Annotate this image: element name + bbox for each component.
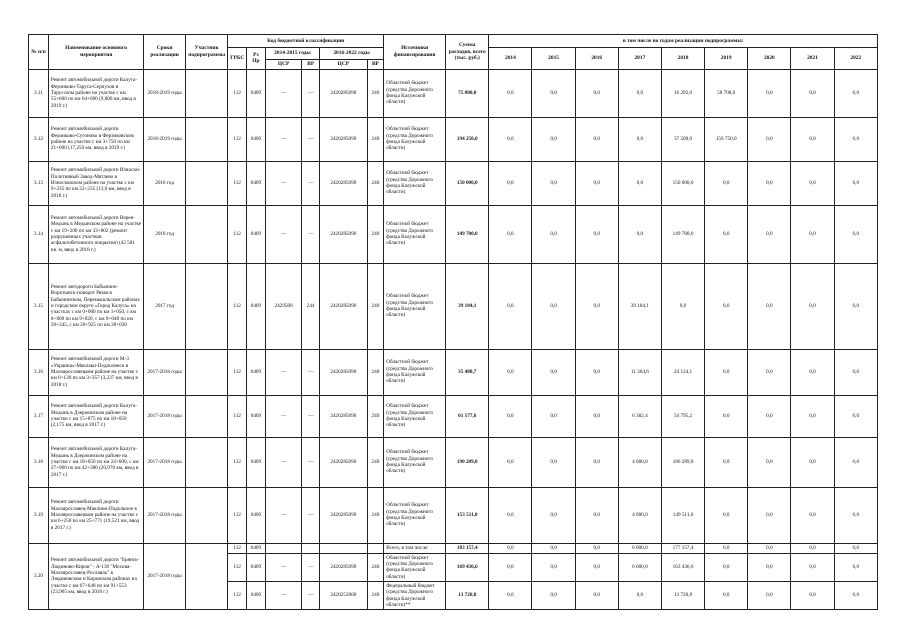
row-name: Ремонт автомобильной дороги Малоярославец-Маклино-Подольное в Малоярославецком районе на участке с км 6+250 по км 25+771 (19,521 км, ввод в 2017 г.) [48,487,143,543]
row-year-value: 0,0 [791,581,834,609]
table-row [29,117,878,161]
row-year-value: 0,0 [489,263,532,349]
row-total: 35 488,7 [446,349,489,395]
row-participant [186,117,228,161]
row-grbs: 112 [228,349,247,395]
row-source: Областной бюджет (средства Дорожного фонда Калужской области) [384,437,446,487]
row-year-value: 0,0 [834,349,877,395]
row-year-value: 0,0 [575,349,618,395]
header-sources: Источники финансирования [384,35,446,70]
header-participants: Участник подпрограммы [186,35,228,70]
row-year-value: 0,0 [489,69,532,117]
row-year-value: 37 500,0 [661,117,704,161]
row-vr-2014: — [302,581,320,609]
row-source: Областной бюджет (средства Дорожного фонда Калужской области) [384,553,446,581]
header-year: 2016 [575,48,618,70]
row-number: 3.16 [29,349,49,395]
row-year-value: 0,0 [575,395,618,437]
row-year-value: 0,0 [834,117,877,161]
row-number: 3.13 [29,161,49,205]
row-source: Областной бюджет (средства Дорожного фонда Калужской области) [384,205,446,263]
row-name: Ремонт автомобильной дороги Калуга-Медынь в Дзержинском районе на участке с км 18+050 по км 24+600, с км 27+960 по км 42+380 (20,970 км, ввод в 2017 г.) [48,437,143,487]
row-vr-2014: — [302,117,320,161]
row-year-value: 54 795,2 [661,395,704,437]
row-name: Ремонт автодороги Бабынино-Воротынск-поворот Рязва в Бабынинском, Перемышльском районах и городском округе «Город Калуга» на участках с км 0+000 по км 1+050, с км 8+800 по км 9+020, с км 9+040 по км 20+345, с км 20+925 по км 28+030 [48,263,143,349]
program-table [28,34,878,610]
row-total: 183 157,4 [446,543,489,553]
table-row [29,205,878,263]
row-year-value: 0,0 [575,161,618,205]
row-name: Ремонт автомобильной дороги "Брянск-Людиново-Киров" - А-130 "Москва-Малоярославец-Рославль" в Людиновском и Кировском районах на участке с км 67+648 по км 91+553 (23,905 км, ввод в 2018 г.) [48,543,143,610]
header-years-2014-2015: 2014-2015 годы [265,48,319,60]
row-csr-2016: 2420285090 [320,205,368,263]
header-year: 2018 [661,48,704,70]
row-period: 2017-2018 годы [144,349,186,395]
row-total: 149 700,0 [446,205,489,263]
row-participant [186,69,228,117]
row-grbs: 112 [228,69,247,117]
row-year-value: 0,0 [791,487,834,543]
row-csr-2014: — [265,553,302,581]
row-csr-2016: 2420285090 [320,487,368,543]
row-year-value: 0,0 [834,263,877,349]
row-csr-2014: — [265,437,302,487]
row-vr-2016: 240 [367,205,384,263]
row-year-value: 0,0 [834,161,877,205]
row-year-value: 0,0 [489,581,532,609]
table-row [29,543,878,553]
header-grbs: ГРБС [228,48,247,70]
row-grbs: 112 [228,437,247,487]
header-year: 2015 [532,48,575,70]
row-source: Областной бюджет (средства Дорожного фонда Калужской области) [384,263,446,349]
row-csr-2014: — [265,487,302,543]
row-grbs: 112 [228,487,247,543]
header-year: 2020 [748,48,791,70]
row-vr-2014: — [302,205,320,263]
row-year-value: 149 700,0 [661,205,704,263]
row-year-value: 163 436,6 [661,553,704,581]
row-year-value: 0,0 [705,263,748,349]
row-year-value: 0,0 [834,205,877,263]
row-year-value: 0,0 [532,543,575,553]
row-participant [186,205,228,263]
table-row [29,69,878,117]
row-csr-2016: 2420285090 [320,161,368,205]
row-participant [186,543,228,610]
row-name: Ремонт автомобильной дороги Калуга-Ферзиково-Таруса-Серпухов в Тарусском районе на участке с км 55+600 по км 64+600 (9,000 км, ввод в 2019 г.) [48,69,143,117]
row-year-value: 39 184,1 [618,263,661,349]
row-year-value: 150 000,0 [661,161,704,205]
row-period: 2017-2018 годы [144,487,186,543]
row-source: Областной бюджет (средства Дорожного фонда Калужской области) [384,349,446,395]
row-vr-2016: 240 [367,581,384,609]
row-vr-2016: 240 [367,553,384,581]
row-year-value: 0,0 [618,581,661,609]
row-year-value: 0,0 [532,553,575,581]
row-total: 75 000,0 [446,69,489,117]
row-total: 61 177,6 [446,395,489,437]
row-rzpr: 0409 [247,161,266,205]
row-number: 3.11 [29,69,49,117]
row-year-value: 0,0 [705,349,748,395]
row-number: 3.15 [29,263,49,349]
row-grbs: 112 [228,553,247,581]
row-period: 2017-2018 годы [144,437,186,487]
row-rzpr: 0409 [247,205,266,263]
row-year-value: 0,0 [489,487,532,543]
table-row [29,487,878,543]
row-year-value: 0,0 [705,205,748,263]
row-year-value: 0,0 [748,543,791,553]
row-participant [186,349,228,395]
row-vr-2014: — [302,437,320,487]
row-vr-2016: 240 [367,395,384,437]
row-year-value: 0,0 [834,581,877,609]
row-year-value: 0,0 [748,349,791,395]
row-rzpr: 0409 [247,437,266,487]
row-year-value: 0,0 [705,395,748,437]
row-year-value: 0,0 [489,553,532,581]
row-csr-2014: — [265,581,302,609]
row-year-value: 0,0 [532,349,575,395]
row-participant [186,161,228,205]
row-year-value: 0,0 [575,117,618,161]
header-year: 2019 [705,48,748,70]
row-grbs: 112 [228,395,247,437]
row-name: Ремонт автомобильной дороги Ферзиково-Сугоново в Ферзиковском районе на участке с км 3+750 по км 21+000 (17,250 км, ввод в 2019 г.) [48,117,143,161]
row-source: Областной бюджет (средства Дорожного фонда Калужской области) [384,69,446,117]
row-year-value: 0,0 [618,205,661,263]
header-year: 2014 [489,48,532,70]
header-year: 2022 [834,48,877,70]
row-year-value: 0,0 [748,553,791,581]
row-year-value: 0,0 [489,349,532,395]
header-name: Наименование основного мероприятия [48,35,143,70]
row-vr-2016: 240 [367,349,384,395]
row-name: Ремонт автомобильной дороги Калуга-Медынь в Дзержинском районе на участке с км 15+875 по км 18+050 (2,175 км, ввод в 2017 г.) [48,395,143,437]
row-year-value: 0,0 [575,543,618,553]
row-year-value: 6 000,0 [618,553,661,581]
row-year-value: 149 511,0 [661,487,704,543]
row-vr-2014: 244 [302,263,320,349]
row-year-value: 177 157,4 [661,543,704,553]
row-grbs: 112 [228,263,247,349]
row-total: 194 250,0 [446,117,489,161]
table-row [29,395,878,437]
row-vr-2014: — [302,161,320,205]
row-number: 3.17 [29,395,49,437]
row-year-value: 0,0 [748,117,791,161]
row-year-value: 0,0 [575,69,618,117]
row-year-value: 0,0 [532,263,575,349]
row-csr-2014: — [265,395,302,437]
row-year-value: 0,0 [748,205,791,263]
row-year-value: 0,0 [532,205,575,263]
row-csr-2016: 2420285090 [320,437,368,487]
row-year-value: 0,0 [705,553,748,581]
row-number: 3.14 [29,205,49,263]
row-vr-2014: — [302,69,320,117]
row-year-value: 0,0 [705,161,748,205]
row-year-value: 0,0 [489,395,532,437]
row-year-value: 186 289,8 [661,437,704,487]
row-year-value: 0,0 [575,205,618,263]
row-year-value: 24 124,1 [661,349,704,395]
row-period: 2018-2019 годы [144,117,186,161]
row-year-value: 0,0 [834,69,877,117]
row-year-value: 0,0 [532,161,575,205]
row-rzpr: 0409 [247,553,266,581]
row-year-value: 0,0 [791,69,834,117]
row-csr-2016: 2420253900 [320,581,368,609]
row-number: 3.20 [29,543,49,610]
row-number: 3.19 [29,487,49,543]
row-vr-2014: — [302,553,320,581]
row-csr-2014: — [265,205,302,263]
row-grbs: 112 [228,161,247,205]
row-total: 39 184,1 [446,263,489,349]
row-name: Ремонт автомобильной дороги М-3 «Украина»-Маклаки-Подполянск в Малоярославецком районе на участке с км 0+130 по км 3+357 (3,227 км, ввод в 2018 г.) [48,349,143,395]
row-total: 153 511,0 [446,487,489,543]
row-csr-2016: 2420285090 [320,395,368,437]
row-rzpr: 0409 [247,395,266,437]
table-row [29,161,878,205]
row-source: Областной бюджет (средства Дорожного фонда Калужской области) [384,117,446,161]
row-year-value: 0,0 [575,553,618,581]
row-year-value: 0,0 [791,553,834,581]
row-year-value: 0,0 [748,395,791,437]
row-year-value: 0,0 [834,487,877,543]
row-year-value: 4 000,0 [618,437,661,487]
row-year-value: 0,0 [834,395,877,437]
row-year-value: 0,0 [791,395,834,437]
header-years-2016-2022: 2016-2022 годы [320,48,384,60]
row-vr-2014: — [302,487,320,543]
row-source: Областной бюджет (средства Дорожного фонда Калужской области) [384,395,446,437]
header-by-years: в том числе по годам реализации подпрограммы: [489,35,878,48]
row-period: 2018 год [144,161,186,205]
row-source: Областной бюджет (средства Дорожного фонда Калужской области) [384,487,446,543]
row-year-value: 0,0 [575,263,618,349]
row-period: 2018 год [144,205,186,263]
row-year-value: 0,0 [532,395,575,437]
row-year-value: 0,0 [834,553,877,581]
row-vr-2016: 240 [367,69,384,117]
row-year-value: 0,0 [791,161,834,205]
row-year-value: 16 292,0 [661,69,704,117]
row-year-value: 0,0 [748,161,791,205]
row-rzpr: 0409 [247,487,266,543]
row-name: Ремонт автомобильной дороги Верея-Медынь в Медынском районе на участке с км 19+200 по км 33+002 (ремонт разрушенных участков асфальтобетонного покрытия) (42 581 кв. м, ввод в 2018 г.) [48,205,143,263]
row-year-value: 0,0 [791,205,834,263]
row-csr-2016: 2420285090 [320,117,368,161]
row-csr-2014: 2429500 [265,263,302,349]
row-year-value: 0,0 [489,161,532,205]
row-rzpr: 0409 [247,69,266,117]
row-year-value: 0,0 [748,581,791,609]
row-participant [186,487,228,543]
row-year-value: 0,0 [748,263,791,349]
header-num: № п/п [29,35,49,70]
table-body [29,69,878,610]
row-year-value: 11 364,6 [618,349,661,395]
header-year: 2017 [618,48,661,70]
row-rzpr: 0409 [247,349,266,395]
row-period: 2017 год [144,263,186,349]
row-total: 13 720,8 [446,581,489,609]
row-year-value: 0,0 [618,161,661,205]
row-year-value: 0,0 [532,69,575,117]
row-vr-2014 [302,543,320,553]
row-rzpr: 0409 [247,263,266,349]
row-participant [186,395,228,437]
row-year-value: 4 000,0 [618,487,661,543]
table-row [29,263,878,349]
row-csr-2014: — [265,69,302,117]
row-year-value: 0,0 [575,581,618,609]
row-source: Федеральный бюджет (средства Дорожного фонда Калужской области)** [384,581,446,609]
row-total: 190 289,8 [446,437,489,487]
row-number: 3.18 [29,437,49,487]
row-csr-2014: — [265,349,302,395]
row-csr-2014 [265,543,302,553]
row-year-value: 0,0 [748,487,791,543]
row-csr-2016: 2420285090 [320,69,368,117]
row-vr-2016: 240 [367,117,384,161]
row-period: 2017-2018 годы [144,395,186,437]
row-year-value: 0,0 [489,437,532,487]
row-number: 3.12 [29,117,49,161]
row-year-value: 156 750,0 [705,117,748,161]
row-year-value: 0,0 [575,487,618,543]
row-participant [186,437,228,487]
header-total: Сумма расходов, всего (тыс. руб.) [446,35,489,70]
row-year-value: 0,0 [532,581,575,609]
row-year-value: 6 000,0 [618,543,661,553]
row-year-value: 0,0 [489,205,532,263]
row-year-value: 6 382,4 [618,395,661,437]
row-vr-2016: 240 [367,263,384,349]
row-rzpr: 0409 [247,117,266,161]
row-vr-2016 [367,543,384,553]
row-year-value: 0,0 [532,117,575,161]
row-csr-2016 [320,543,368,553]
row-period: 2017-2018 годы [144,543,186,610]
row-vr-2016: 240 [367,487,384,543]
row-year-value: 0,0 [618,117,661,161]
row-year-value: 58 708,0 [705,69,748,117]
row-year-value: 0,0 [791,437,834,487]
row-csr-2014: — [265,117,302,161]
header-rzpr: Рз Пр [247,48,266,70]
row-rzpr: 0409 [247,581,266,609]
row-year-value: 0,0 [489,543,532,553]
row-year-value: 0,0 [791,349,834,395]
row-csr-2016: 2420285090 [320,553,368,581]
row-year-value: 0,0 [705,487,748,543]
row-year-value: 0,0 [834,437,877,487]
row-participant [186,263,228,349]
row-csr-2016: 2420285090 [320,349,368,395]
row-year-value: 0,0 [791,263,834,349]
header-period: Сроки реализации [144,35,186,70]
row-grbs: 112 [228,117,247,161]
row-year-value: 0,0 [705,581,748,609]
row-year-value: 0,0 [575,437,618,487]
row-year-value: 0,0 [791,543,834,553]
row-year-value: 0,0 [705,437,748,487]
header-vr: ВР [367,60,384,70]
row-vr-2014: — [302,395,320,437]
row-year-value: 13 720,8 [661,581,704,609]
row-year-value: 0,0 [834,543,877,553]
row-vr-2014: — [302,349,320,395]
row-total: 150 000,0 [446,161,489,205]
row-year-value: 0,0 [791,117,834,161]
row-grbs: 112 [228,543,247,553]
row-source: Всего, в том числе: [384,543,446,553]
row-name: Ремонт автомобильной дороги Износки-Полотняный Завод-Мятлево в Износковском районе на участке с км 9+235 по км 22+235 (13,0 км, ввод в 2018 г.) [48,161,143,205]
row-year-value: 0,0 [661,263,704,349]
row-year-value: 0,0 [705,543,748,553]
row-total: 169 436,6 [446,553,489,581]
row-csr-2014: — [265,161,302,205]
row-period: 2018-2019 годы [144,69,186,117]
header-csr: ЦСР [320,60,368,70]
header-year: 2021 [791,48,834,70]
header-csr: ЦСР [265,60,302,70]
table-row [29,349,878,395]
row-year-value: 0,0 [532,437,575,487]
table-row [29,437,878,487]
header-budget-code: Код бюджетной классификации [228,35,384,48]
row-source: Областной бюджет (средства Дорожного фонда Калужской области) [384,161,446,205]
row-year-value: 0,0 [748,69,791,117]
row-vr-2016: 240 [367,161,384,205]
header-vr: ВР [302,60,320,70]
row-year-value: 0,0 [489,117,532,161]
row-grbs: 112 [228,581,247,609]
row-rzpr: 0409 [247,543,266,553]
row-year-value: 0,0 [748,437,791,487]
row-year-value: 0,0 [532,487,575,543]
row-grbs: 112 [228,205,247,263]
row-csr-2016: 2420285090 [320,263,368,349]
row-vr-2016: 240 [367,437,384,487]
row-year-value: 0,0 [618,69,661,117]
